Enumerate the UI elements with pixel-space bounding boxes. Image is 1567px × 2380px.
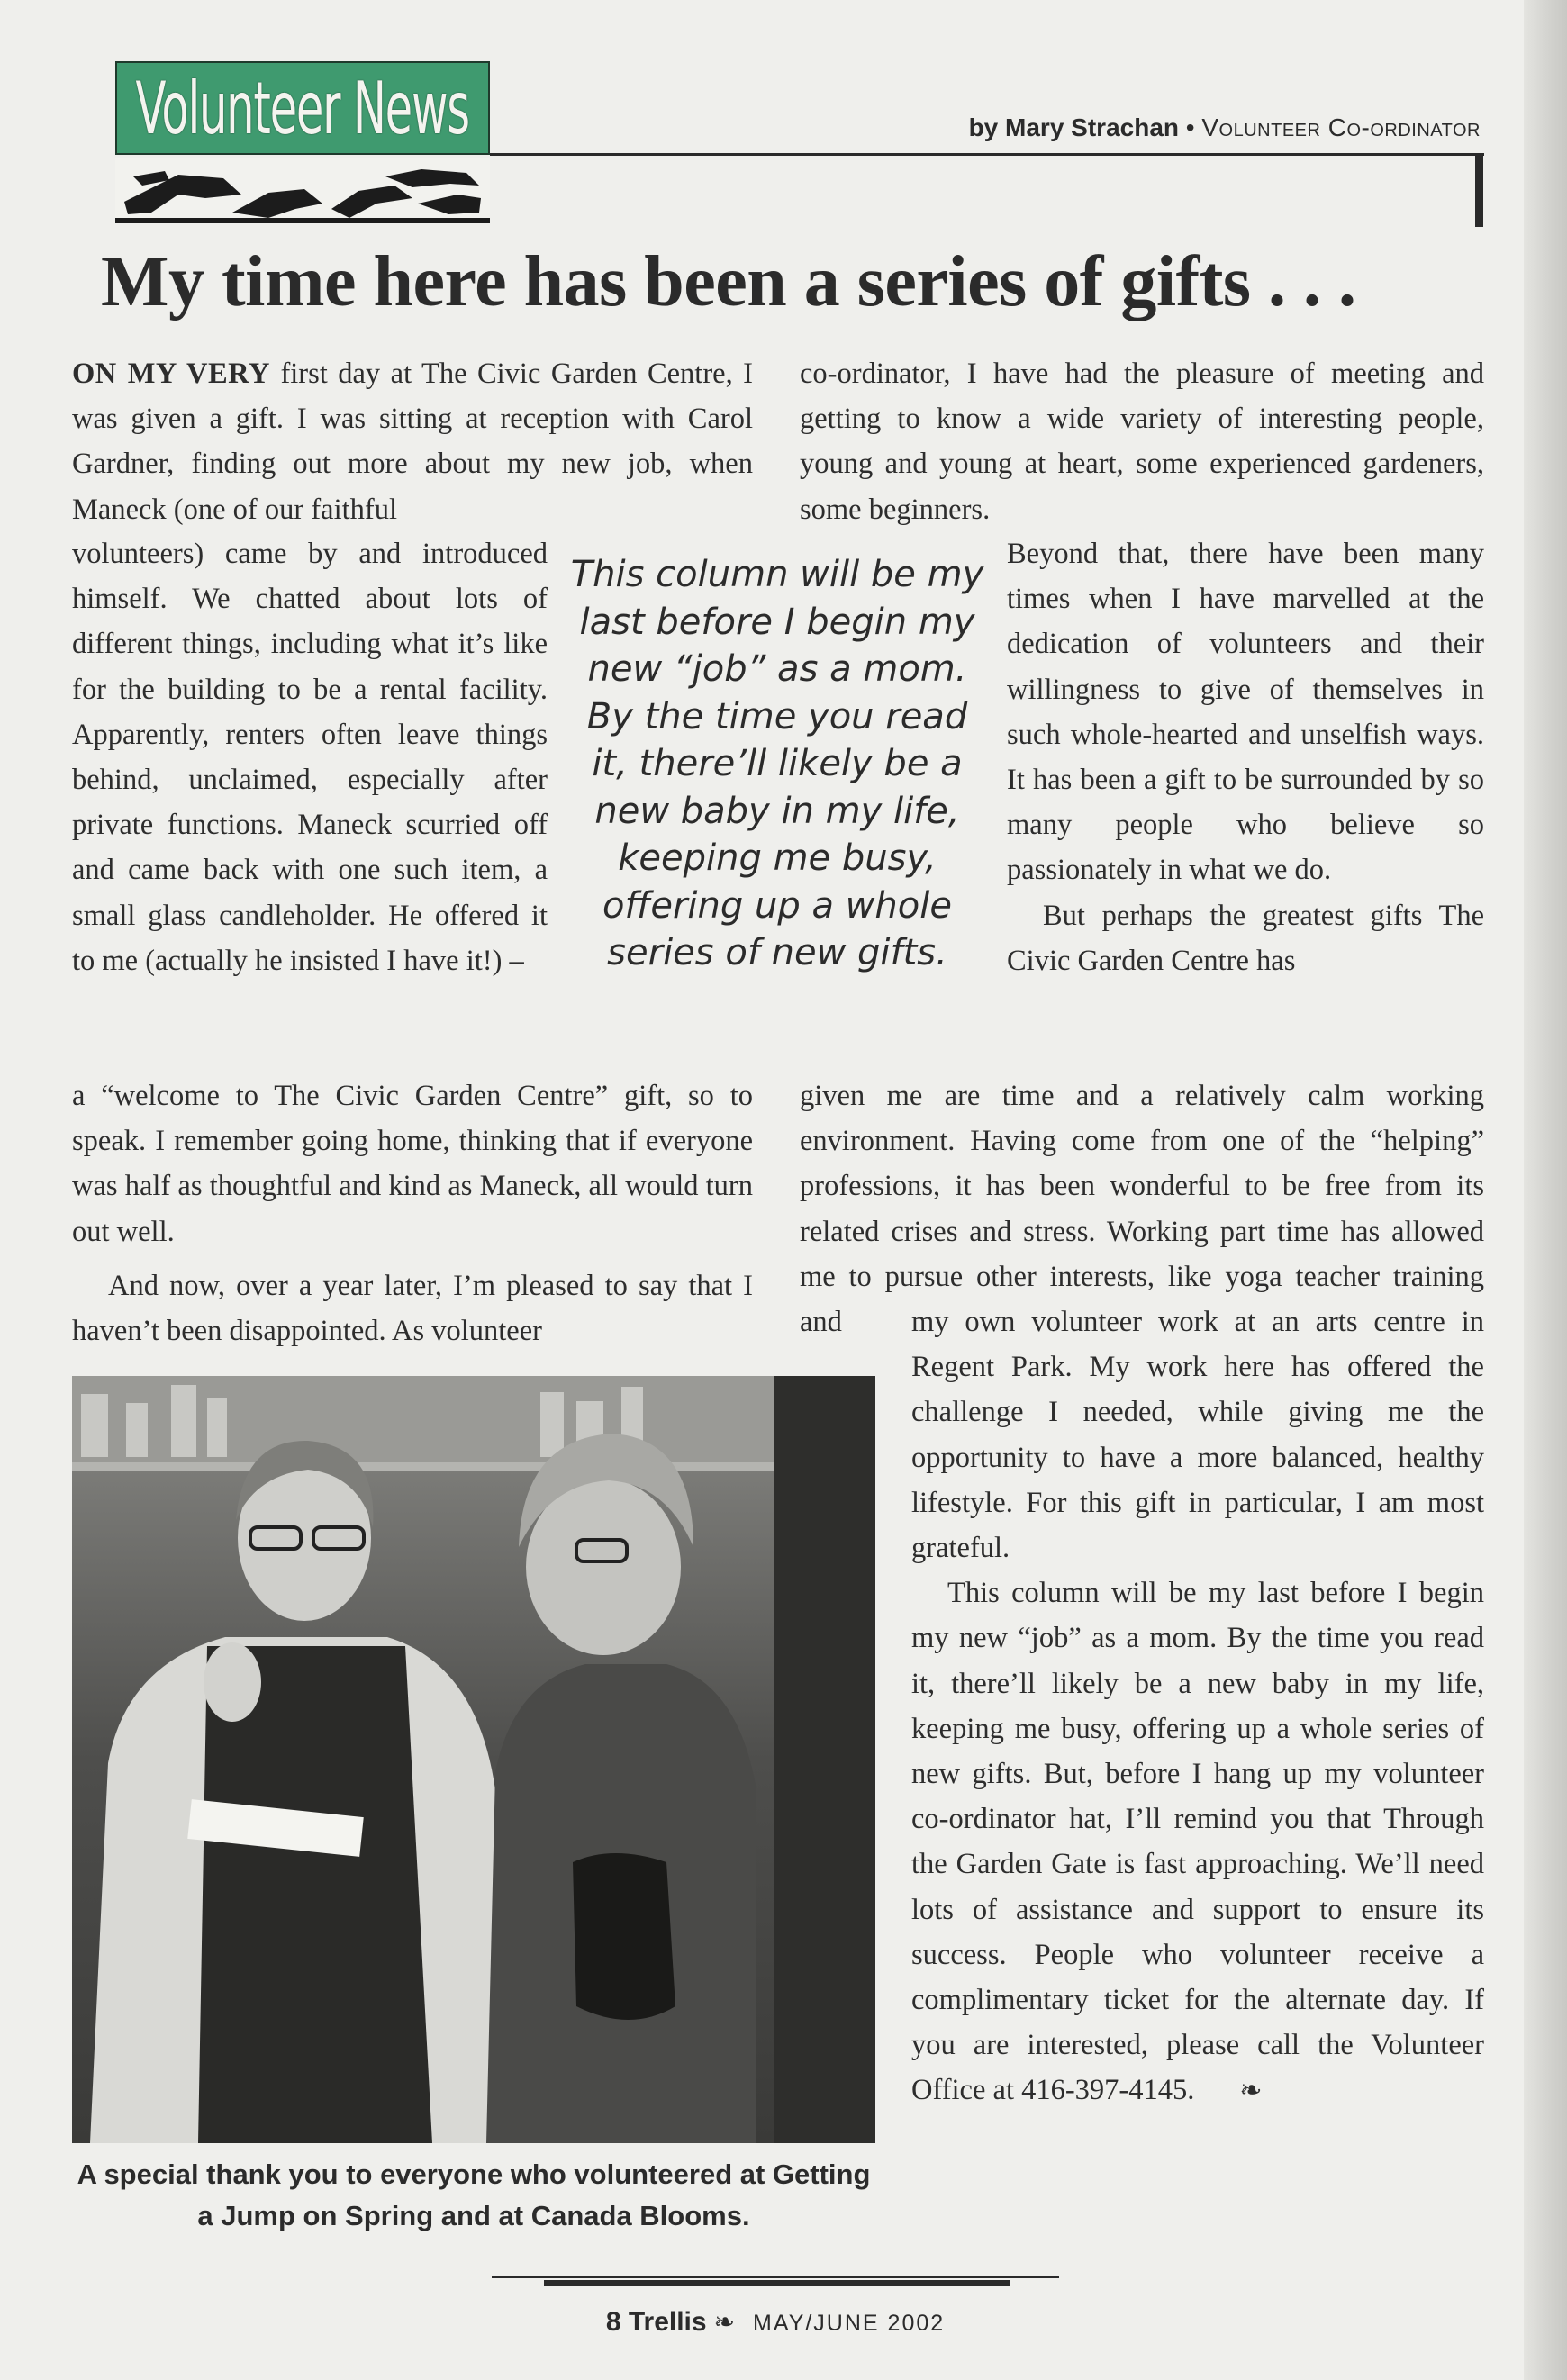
volunteer-news-logo bbox=[115, 61, 490, 223]
logo-artwork bbox=[115, 158, 490, 223]
photo-image bbox=[72, 1376, 875, 2143]
issue-date: MAY/JUNE 2002 bbox=[753, 2311, 946, 2336]
paragraph-4 bbox=[911, 1570, 1484, 2113]
byline-role: Volunteer Co-ordinator bbox=[1201, 113, 1481, 141]
leaf-end-icon: ❧ bbox=[1239, 2076, 1263, 2106]
logo-banner bbox=[115, 61, 490, 155]
article-col1-bottom bbox=[72, 1073, 753, 1353]
headline: My time here has been a series of gifts . . . bbox=[101, 242, 1356, 321]
footer-rule-thick bbox=[544, 2280, 1010, 2286]
byline-separator: • bbox=[1179, 113, 1202, 141]
article-col2-bottom bbox=[911, 1299, 1484, 2114]
volunteers-photo bbox=[72, 1376, 875, 2143]
paragraph-1b: volunteers) came by and introduced himself. We chatted about lots of different things, including what it’s like for the building to be a rental facility. Apparently, renters often leave things behind, unclaimed, especially after private functions. Maneck scurried off and came back with one such item, a small glass candleholder. He offered it to me (actually he insisted I have it!) – bbox=[72, 538, 548, 977]
page-number: 8 Trellis bbox=[605, 2307, 707, 2337]
paragraph-2a: And now, over a year later, I’m pleased to say that I haven’t been disappointed. As volunteer bbox=[72, 1269, 753, 1348]
byline bbox=[969, 113, 1481, 142]
article-col2-top bbox=[800, 351, 1484, 532]
paragraph-3b: given me are time and a relatively calm working environment. Having come from one of the “helping” professions, it has been wonderful to be free from its related crises and stress. Working part time has allowed me to pursue other interests, like yoga teacher training and bbox=[800, 1080, 1484, 1339]
paragraph-1c: a “welcome to The Civic Garden Centre” gift, so to speak. I remember going home, thinking that if everyone was half as thoughtful and kind as Maneck, all would turn out well. bbox=[72, 1080, 753, 1248]
pull-quote: This column will be my last before I begin my new “job” as a mom. By the time you read it, there’ll likely be a new baby in my life, keeping me busy, offering up a whole series of new gifts. bbox=[570, 554, 984, 973]
paragraph-2b: co-ordinator, I have had the pleasure of meeting and getting to know a wide variety of interesting people, young and young at heart, some experienced gardeners, some beginners. bbox=[800, 357, 1484, 526]
paragraph-2c: Beyond that, there have been many times when I have marvelled at the dedication of volunteers and their willingness to give of themselves in such whole-hearted and unselfish ways. It has been a gift to be surrounded by so many people who believe so passionately in what we do. bbox=[1007, 538, 1484, 887]
photo-caption: A special thank you to everyone who volunteered at Getting a Jump on Spring and at Canada Blooms. bbox=[77, 2158, 871, 2231]
byline-author: by Mary Strachan bbox=[968, 113, 1179, 141]
page-footer bbox=[492, 2307, 1059, 2338]
paragraph-3a: But perhaps the greatest gifts The Civic Garden Centre has bbox=[1007, 899, 1484, 977]
lead-in: ON MY VERY bbox=[72, 357, 270, 390]
section-title: Volunteer News bbox=[135, 66, 470, 150]
article-col1-mid bbox=[72, 531, 548, 983]
header-rule bbox=[490, 153, 1484, 156]
paragraph-3c: my own volunteer work at an arts centre in Regent Park. My work here has offered the challenge I needed, while giving me the opportunity to have a more balanced, healthy lifestyle. For this gift in particular, I am most grateful. bbox=[911, 1306, 1484, 1565]
article-col1-top bbox=[72, 351, 753, 532]
hands-art-icon bbox=[115, 158, 490, 223]
header-rule-end bbox=[1475, 153, 1483, 227]
article-col2-mid bbox=[1007, 531, 1484, 983]
footer-rule bbox=[492, 2276, 1059, 2278]
page-edge-shadow bbox=[1524, 0, 1567, 2380]
paragraph-1a-text: first day at The Civic Garden Centre, I was given a gift. I was sitting at reception with Carol Gardner, finding out more about my new job, when Maneck (one of our faithful bbox=[72, 357, 753, 526]
paragraph-1a bbox=[72, 351, 753, 532]
leaf-icon: ❧ bbox=[713, 2308, 736, 2336]
paragraph-4-text: This column will be my last before I begin my new “job” as a mom. By the time you read it, there’ll likely be a new baby in my life, keeping me busy, offering up a whole series of new gifts. But, before I hang up my volunteer co-ordinator hat, I’ll remind you that Through the Garden Gate is fast approaching. We’ll need lots of assistance and support to ensure its success. People who volunteer receive a complimentary ticket for the alternate day. If you are interested, please call the Volunteer Office at 416-397-4145. bbox=[911, 1577, 1484, 2107]
